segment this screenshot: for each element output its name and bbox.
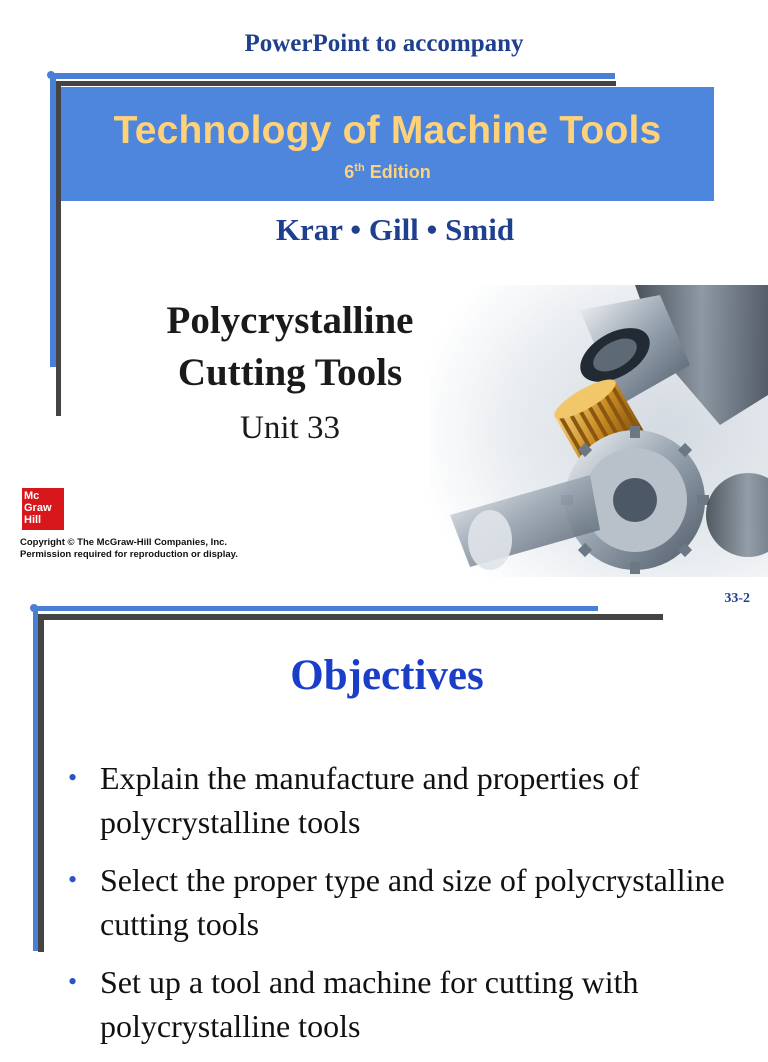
list-item-text: Set up a tool and machine for cutting with polycrystalline tools — [100, 964, 639, 1044]
copyright-notice — [20, 537, 340, 561]
title-banner — [61, 87, 714, 201]
list-item-text: Explain the manufacture and properties of polycrystalline tools — [100, 760, 640, 840]
logo-text-1: Mc — [24, 490, 40, 502]
objectives-list — [68, 756, 728, 1062]
logo-text-3: Hill — [24, 514, 42, 526]
decorative-rule-dark — [38, 614, 663, 620]
edition-word: Edition — [369, 162, 431, 182]
milling-cutter-gear-illustration — [430, 285, 768, 577]
accompany-line: PowerPoint to accompany — [244, 30, 524, 57]
list-item — [68, 960, 728, 1048]
page-number: 33-2 — [724, 591, 750, 606]
decorative-rule-blue — [33, 606, 598, 611]
list-item — [68, 858, 728, 946]
copyright-line1: Copyright © The McGraw-Hill Companies, Inc. — [20, 537, 228, 548]
list-item — [68, 756, 728, 844]
unit-title — [100, 295, 480, 399]
bullet-icon: • — [68, 967, 78, 996]
book-title: Technology of Machine Tools — [113, 109, 662, 152]
edition-suffix: th — [354, 162, 365, 174]
unit-number: Unit 33 — [240, 410, 340, 446]
edition-number: 6 — [344, 162, 355, 182]
bullet-icon: • — [68, 763, 78, 792]
authors-line: Krar • Gill • Smid — [275, 212, 515, 247]
copyright-line2: Permission required for reproduction or display. — [20, 549, 238, 560]
decorative-rule-blue — [50, 73, 615, 79]
decorative-rule-dark — [56, 81, 616, 86]
unit-title-line1: Polycrystalline — [166, 299, 414, 342]
mcgraw-hill-logo — [22, 488, 64, 530]
edition-label — [61, 162, 714, 183]
logo-text-2: Graw — [24, 502, 52, 514]
slide-heading: Objectives — [290, 652, 484, 699]
bullet-icon: • — [68, 865, 78, 894]
unit-title-line2: Cutting Tools — [177, 351, 403, 394]
list-item-text: Select the proper type and size of polycrystalline cutting tools — [100, 862, 725, 942]
